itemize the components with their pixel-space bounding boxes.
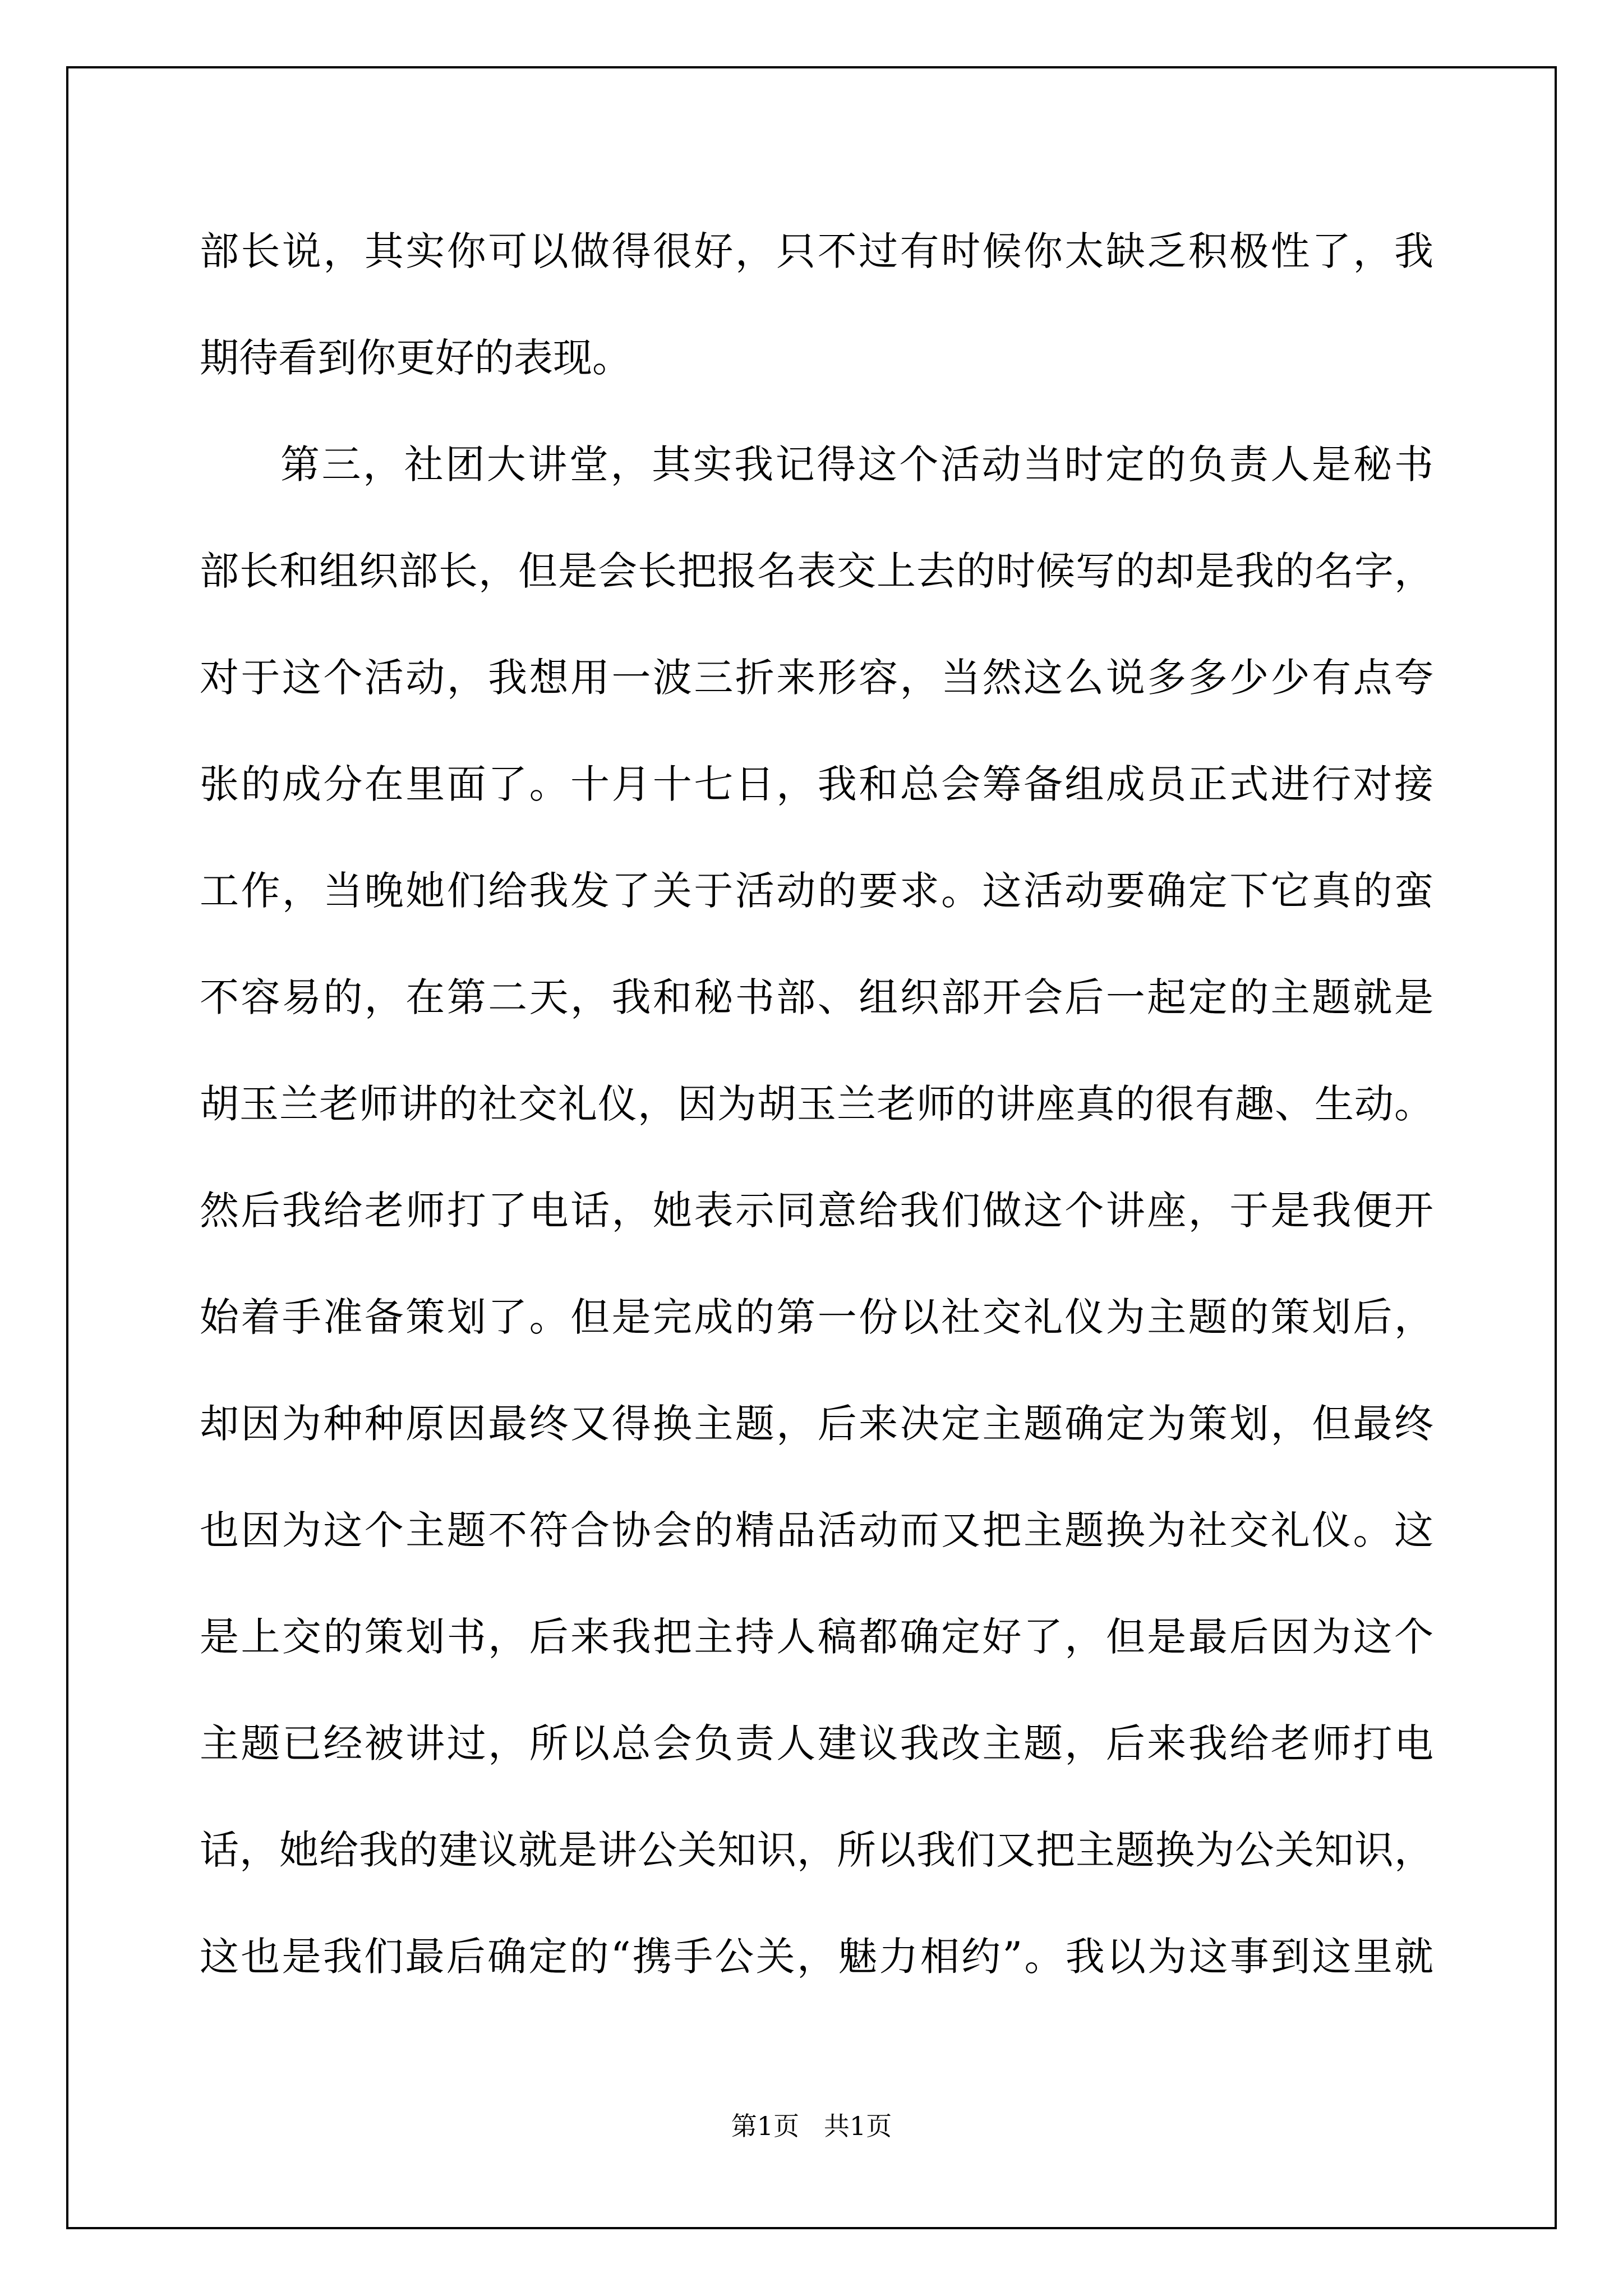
text-line: 对于这个活动，我想用一波三折来形容，当然这么说多多少少有点夸 (200, 655, 1433, 701)
page-footer: 第1页 共1页 (731, 2111, 892, 2141)
text-line: 也因为这个主题不符合协会的精品活动而又把主题换为社交礼仪。这 (200, 1507, 1433, 1553)
text-line: 始着手准备策划了。但是完成的第一份以社交礼仪为主题的策划后， (200, 1294, 1433, 1340)
text-line: 这也是我们最后确定的“携手公关，魅力相约”。我以为这事到这里就 (200, 1934, 1433, 1980)
page-border (66, 66, 1557, 2229)
text-line: 部长说，其实你可以做得很好，只不过有时候你太缺乏积极性了，我 (200, 228, 1433, 274)
text-line: 期待看到你更好的表现。 (200, 335, 631, 381)
text-line: 话，她给我的建议就是讲公关知识，所以我们又把主题换为公关知识， (200, 1827, 1433, 1873)
text-line: 工作，当晚她们给我发了关于活动的要求。这活动要确定下它真的蛮 (200, 868, 1433, 914)
text-line: 然后我给老师打了电话，她表示同意给我们做这个讲座，于是我便开 (200, 1188, 1433, 1234)
text-line: 不容易的，在第二天，我和秘书部、组织部开会后一起定的主题就是 (200, 974, 1433, 1020)
text-line: 主题已经被讲过，所以总会负责人建议我改主题，后来我给老师打电 (200, 1720, 1433, 1766)
text-line: 张的成分在里面了。十月十七日，我和总会筹备组成员正式进行对接 (200, 761, 1433, 807)
text-line: 部长和组织部长，但是会长把报名表交上去的时候写的却是我的名字， (200, 548, 1433, 594)
text-line: 却因为种种原因最终又得换主题，后来决定主题确定为策划，但最终 (200, 1401, 1433, 1447)
text-line: 第三，社团大讲堂，其实我记得这个活动当时定的负责人是秘书 (280, 441, 1433, 487)
text-line: 是上交的策划书，后来我把主持人稿都确定好了，但是最后因为这个 (200, 1614, 1433, 1660)
text-line: 胡玉兰老师讲的社交礼仪，因为胡玉兰老师的讲座真的很有趣、生动。 (200, 1081, 1433, 1127)
